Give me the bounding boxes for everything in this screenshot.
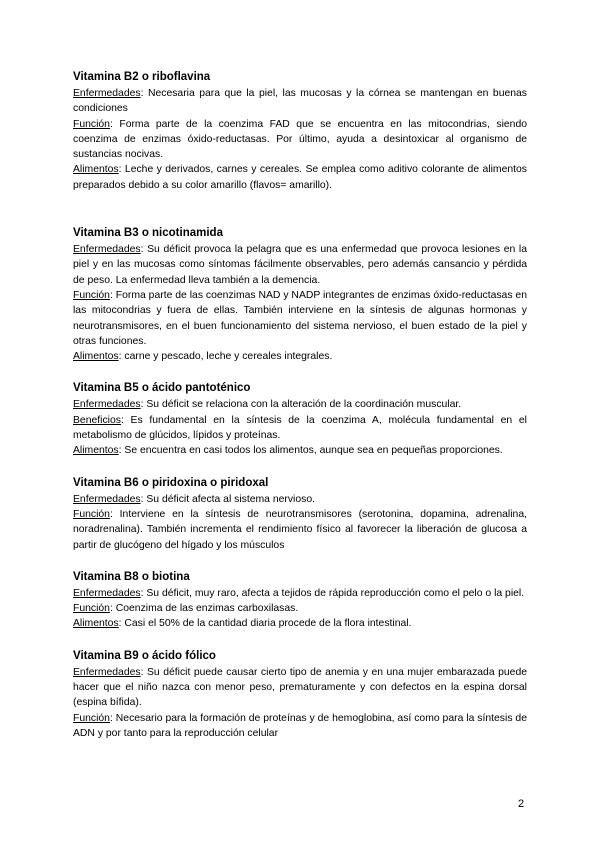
section-vitamina-b9 [73, 649, 527, 741]
paragraph-funcion [73, 711, 527, 742]
section-title: Vitamina B9 o ácido fólico [73, 649, 216, 662]
paragraph-funcion [73, 288, 527, 349]
paragraph-enfermedades [73, 397, 527, 412]
paragraph-funcion [73, 601, 527, 616]
paragraph-funcion [73, 117, 527, 163]
section-title: Vitamina B6 o piridoxina o piridoxal [73, 476, 269, 489]
paragraph-label: Función [73, 289, 110, 301]
paragraph-label: Alimentos [73, 445, 119, 457]
paragraph-text: : Se encuentra en casi todos los alimentos, aunque sea en pequeñas proporciones. [118, 445, 503, 457]
paragraph-text: : Su déficit afecta al sistema nervioso. [140, 493, 316, 505]
paragraph-alimentos [73, 162, 527, 193]
paragraph-enfermedades [73, 492, 527, 507]
paragraph-label: Alimentos [73, 164, 119, 176]
paragraph-alimentos [73, 443, 527, 458]
paragraph-text: : Su déficit se relaciona con la alteración de la coordinación muscular. [140, 399, 462, 411]
paragraph-text: : Necesaria para que la piel, las mucosas y la córnea se mantengan en buenas condiciones [73, 88, 527, 115]
paragraph-label: Función [73, 118, 110, 130]
paragraph-label: Enfermedades [73, 244, 141, 256]
document-content [73, 70, 527, 741]
paragraph-alimentos [73, 616, 527, 631]
page-number: 2 [518, 798, 525, 810]
section-spacer [73, 632, 527, 649]
paragraph-text: : Coenzima de las enzimas carboxilasas. [109, 603, 299, 615]
paragraph-label: Enfermedades [73, 493, 141, 505]
paragraph-enfermedades [73, 242, 527, 288]
paragraph-text: : Es fundamental en la síntesis de la coenzima A, molécula fundamental en el metabolismo de glúcidos, lípidos y proteínas. [73, 414, 527, 442]
section-spacer [73, 459, 527, 476]
paragraph-text: : Forma parte de la coenzima FAD que se encuentra en las mitocondrias, siendo coenzima de enzimas óxido-reductasas. Por último, ayuda a desintoxicar al organismo de sustancias nocivas. [73, 118, 527, 161]
paragraph-text: : carne y pescado, leche y cereales integrales. [118, 351, 333, 363]
section-title: Vitamina B5 o ácido pantoténico [73, 382, 251, 395]
section-spacer [73, 193, 527, 226]
paragraph-label: Función [73, 603, 110, 615]
section-vitamina-b5 [73, 381, 527, 458]
section-spacer [73, 553, 527, 570]
paragraph-label: Enfermedades [73, 88, 141, 99]
section-vitamina-b2 [73, 70, 527, 193]
paragraph-label: Alimentos [73, 351, 119, 363]
section-spacer [73, 364, 527, 381]
paragraph-label: Enfermedades [73, 666, 141, 678]
paragraph-text: : Su déficit provoca la pelagra que es una enfermedad que provoca lesiones en la piel y en las mucosas como síntomas fácilmente observables, pero además cansancio y pérdida de peso. La enfermedad lleva también a la demencia. [73, 244, 527, 286]
paragraph-label: Función [73, 712, 110, 724]
paragraph-enfermedades [73, 586, 527, 601]
section-vitamina-b8 [73, 570, 527, 632]
paragraph-text: : Leche y derivados, carnes y cereales. Se emplea como aditivo colorante de alimentos preparados debido a su color amarillo (flavos= amarillo). [73, 164, 527, 191]
paragraph-beneficios [73, 413, 527, 444]
paragraph-alimentos [73, 349, 527, 364]
paragraph-enfermedades [73, 665, 527, 711]
paragraph-label: Enfermedades [73, 399, 141, 411]
section-vitamina-b6 [73, 476, 527, 553]
paragraph-text: : Su déficit puede causar cierto tipo de anemia y en una mujer embarazada puede hacer que el niño nazca con menor peso, prematuramente y con defectos en la espina dorsal (espina bífida). [73, 666, 527, 709]
paragraph-label: Alimentos [73, 618, 119, 630]
paragraph-label: Función [73, 508, 110, 520]
paragraph-text: : Interviene en la síntesis de neurotransmisores (serotonina, dopamina, adrenalina, noradrenalina). También incrementa el rendimiento físico al favorecer la liberación de glucosa a partir de glucógeno del hígado y los músculos [73, 508, 527, 551]
paragraph-funcion [73, 507, 527, 553]
paragraph-text: : Casi el 50% de la cantidad diaria procede de la flora intestinal. [118, 618, 412, 630]
paragraph-label: Enfermedades [73, 587, 141, 599]
paragraph-enfermedades [73, 86, 527, 117]
section-title: Vitamina B3 o nicotinamida [73, 227, 223, 240]
paragraph-text: : Su déficit, muy raro, afecta a tejidos de rápida reproducción como el pelo o la piel. [140, 587, 525, 599]
paragraph-text: : Forma parte de las coenzimas NAD y NADP integrantes de enzimas óxido-reductasas en las mitocondrias y fuera de ellas. También interviene en la síntesis de algunas hormonas y neurotransmisores, en el buen funcionamiento del sistema nervioso, el buen estado de la piel y otras funciones. [73, 289, 527, 347]
section-title: Vitamina B8 o biotina [73, 570, 190, 583]
section-vitamina-b3 [73, 226, 527, 364]
paragraph-text: : Necesario para la formación de proteínas y de hemoglobina, así como para la síntesis de ADN y por tanto para la reproducción celular [73, 712, 527, 739]
paragraph-label: Beneficios [73, 414, 121, 426]
section-title: Vitamina B2 o riboflavina [73, 71, 211, 83]
